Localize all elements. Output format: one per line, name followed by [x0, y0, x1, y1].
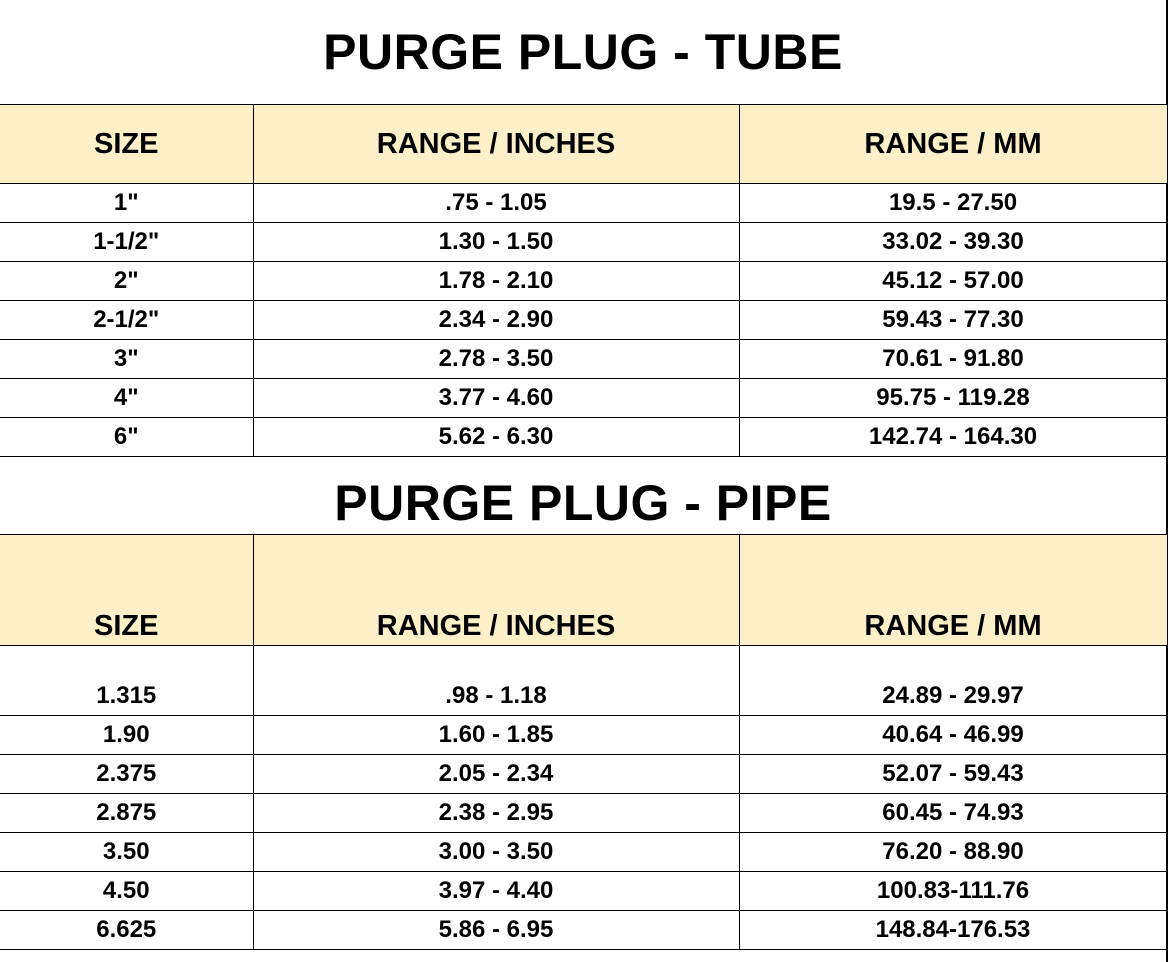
table-row	[0, 418, 1167, 457]
table-row	[0, 340, 1167, 379]
range-mm-cell: 100.83-111.76	[739, 872, 1167, 911]
column-header-size: SIZE	[0, 535, 253, 646]
range-mm-cell: 59.43 - 77.30	[739, 301, 1167, 340]
size-cell: 6"	[0, 418, 253, 457]
range-inches-cell: 1.60 - 1.85	[253, 716, 739, 755]
tube-table	[0, 104, 1168, 457]
size-cell: 1"	[0, 184, 253, 223]
table-row	[0, 223, 1167, 262]
table-row	[0, 184, 1167, 223]
column-header-size: SIZE	[0, 105, 253, 184]
table-row	[0, 911, 1167, 950]
range-mm-cell: 40.64 - 46.99	[739, 716, 1167, 755]
range-mm-cell: 60.45 - 74.93	[739, 794, 1167, 833]
range-mm-cell: 70.61 - 91.80	[739, 340, 1167, 379]
range-inches-cell: 1.30 - 1.50	[253, 223, 739, 262]
range-inches-cell: .98 - 1.18	[253, 646, 739, 716]
range-inches-cell: 1.78 - 2.10	[253, 262, 739, 301]
tube-title: PURGE PLUG - TUBE	[323, 24, 843, 80]
size-cell: 2"	[0, 262, 253, 301]
size-cell: 3"	[0, 340, 253, 379]
column-header-range-mm: RANGE / MM	[739, 105, 1167, 184]
range-inches-cell: 5.62 - 6.30	[253, 418, 739, 457]
range-inches-cell: 3.97 - 4.40	[253, 872, 739, 911]
table-row	[0, 379, 1167, 418]
range-mm-cell: 45.12 - 57.00	[739, 262, 1167, 301]
table-row	[0, 794, 1167, 833]
range-mm-cell: 95.75 - 119.28	[739, 379, 1167, 418]
range-mm-cell: 148.84-176.53	[739, 911, 1167, 950]
range-mm-cell: 142.74 - 164.30	[739, 418, 1167, 457]
column-header-range-mm: RANGE / MM	[739, 535, 1167, 646]
range-mm-cell: 33.02 - 39.30	[739, 223, 1167, 262]
table-row	[0, 301, 1167, 340]
range-inches-cell: 5.86 - 6.95	[253, 911, 739, 950]
range-mm-cell: 76.20 - 88.90	[739, 833, 1167, 872]
column-header-range-inches: RANGE / INCHES	[253, 105, 739, 184]
table-row	[0, 716, 1167, 755]
size-cell: 2.375	[0, 755, 253, 794]
range-inches-cell: 2.38 - 2.95	[253, 794, 739, 833]
size-cell: 1.90	[0, 716, 253, 755]
size-cell: 2-1/2"	[0, 301, 253, 340]
size-cell: 4"	[0, 379, 253, 418]
tube-header-row	[0, 105, 1167, 184]
pipe-table	[0, 534, 1168, 950]
range-inches-cell: 2.78 - 3.50	[253, 340, 739, 379]
table-row	[0, 646, 1167, 716]
pipe-title: PURGE PLUG - PIPE	[334, 475, 832, 531]
size-cell: 1.315	[0, 646, 253, 716]
size-cell: 4.50	[0, 872, 253, 911]
column-header-range-inches: RANGE / INCHES	[253, 535, 739, 646]
range-mm-cell: 24.89 - 29.97	[739, 646, 1167, 716]
size-cell: 6.625	[0, 911, 253, 950]
range-mm-cell: 19.5 - 27.50	[739, 184, 1167, 223]
size-cell: 3.50	[0, 833, 253, 872]
range-mm-cell: 52.07 - 59.43	[739, 755, 1167, 794]
range-inches-cell: 2.05 - 2.34	[253, 755, 739, 794]
table-row	[0, 833, 1167, 872]
pipe-header-row	[0, 535, 1167, 646]
size-cell: 2.875	[0, 794, 253, 833]
size-cell: 1-1/2"	[0, 223, 253, 262]
table-row	[0, 872, 1167, 911]
table-row	[0, 755, 1167, 794]
range-inches-cell: 3.77 - 4.60	[253, 379, 739, 418]
range-inches-cell: .75 - 1.05	[253, 184, 739, 223]
range-inches-cell: 3.00 - 3.50	[253, 833, 739, 872]
table-row	[0, 262, 1167, 301]
range-inches-cell: 2.34 - 2.90	[253, 301, 739, 340]
